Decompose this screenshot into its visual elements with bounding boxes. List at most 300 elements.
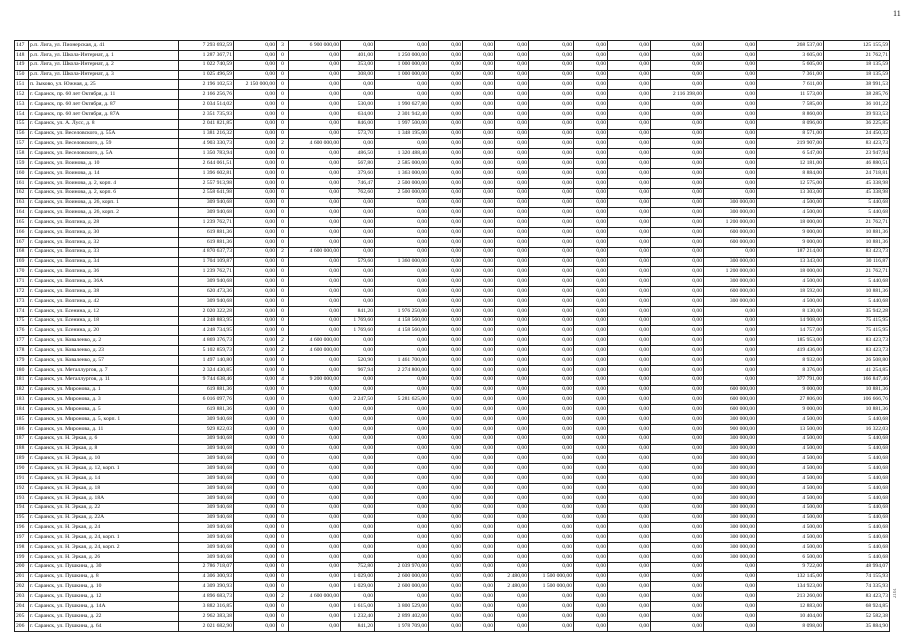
value-cell: 0,00	[234, 178, 277, 188]
value-cell: 0,00	[651, 415, 704, 425]
value-cell: 4 500,00	[757, 296, 824, 306]
value-cell: 0,00	[495, 159, 529, 169]
value-cell: 0,00	[574, 129, 608, 139]
value-cell: 0	[277, 483, 289, 493]
value-cell: 0,00	[704, 80, 757, 90]
value-cell: 0,00	[704, 306, 757, 316]
value-cell: 0,00	[495, 109, 529, 119]
value-cell: 0,00	[375, 523, 429, 533]
value-cell: 35 884,90	[824, 621, 890, 631]
value-cell: 0,00	[704, 70, 757, 80]
value-cell: 0,00	[463, 562, 495, 572]
value-cell: 0,00	[341, 385, 375, 395]
value-cell: 0	[277, 287, 289, 297]
address-cell: г. Саранск, ул. Веселовского, д. 59	[29, 139, 179, 149]
value-cell: 600 000,00	[704, 237, 757, 247]
value-cell: 0,00	[463, 41, 495, 51]
value-cell: 0,00	[529, 543, 574, 553]
value-cell: 0,00	[574, 572, 608, 582]
value-cell: 0,00	[608, 424, 651, 434]
value-cell: 0,00	[651, 375, 704, 385]
value-cell: 0,00	[608, 346, 651, 356]
value-cell: 0,00	[495, 474, 529, 484]
value-cell: 0,00	[608, 493, 651, 503]
value-cell: 1 029,00	[341, 582, 375, 592]
value-cell: 0,00	[651, 119, 704, 129]
value-cell: 0	[277, 454, 289, 464]
value-cell: 5 440,68	[824, 483, 890, 493]
value-cell: 39 933,53	[824, 109, 890, 119]
value-cell: 0,00	[234, 247, 277, 257]
value-cell: 0,00	[429, 454, 463, 464]
value-cell: 0,00	[651, 395, 704, 405]
value-cell: 0,00	[574, 503, 608, 513]
value-cell: 2 274 800,00	[375, 365, 429, 375]
value-cell: 0,00	[429, 572, 463, 582]
value-cell: 0,00	[529, 70, 574, 80]
value-cell: 0,00	[429, 375, 463, 385]
value-cell: 1 025 496,59	[179, 70, 234, 80]
value-cell: 1 615,00	[341, 602, 375, 612]
value-cell: 0,00	[375, 474, 429, 484]
table-row	[15, 267, 890, 277]
value-cell: 0,00	[704, 149, 757, 159]
row-number-cell: 188	[15, 444, 29, 454]
value-cell: 0,00	[529, 474, 574, 484]
value-cell: 0,00	[463, 178, 495, 188]
value-cell: 35 942,28	[824, 306, 890, 316]
value-cell: 1 200 000,00	[704, 267, 757, 277]
value-cell: 0,00	[289, 316, 341, 326]
value-cell: 0,00	[234, 602, 277, 612]
value-cell: 309 940,68	[179, 543, 234, 553]
value-cell: 0,00	[429, 119, 463, 129]
value-cell: 0,00	[234, 198, 277, 208]
table-row	[15, 198, 890, 208]
value-cell: 746,47	[341, 178, 375, 188]
value-cell: 0,00	[234, 572, 277, 582]
value-cell: 0,00	[234, 493, 277, 503]
value-cell: 0,00	[341, 237, 375, 247]
value-cell: 5 440,68	[824, 503, 890, 513]
value-cell: 4 600 000,00	[289, 346, 341, 356]
value-cell: 8 376,00	[757, 365, 824, 375]
table-row	[15, 444, 890, 454]
value-cell: 5 440,68	[824, 277, 890, 287]
row-number-cell: 199	[15, 552, 29, 562]
row-number-cell: 183	[15, 395, 29, 405]
row-number-cell: 184	[15, 405, 29, 415]
row-number-cell: 152	[15, 90, 29, 100]
value-cell: 18 135,59	[824, 70, 890, 80]
value-cell: 0,00	[375, 424, 429, 434]
value-cell: 0,00	[234, 434, 277, 444]
value-cell: 0,00	[429, 208, 463, 218]
value-cell: 13 343,00	[757, 257, 824, 267]
value-cell: 0,00	[463, 385, 495, 395]
value-cell: 36 225,85	[824, 119, 890, 129]
value-cell: 0,00	[574, 70, 608, 80]
value-cell: 0	[277, 493, 289, 503]
value-cell: 0,00	[463, 405, 495, 415]
value-cell: 0,00	[234, 365, 277, 375]
value-cell: 0,00	[341, 405, 375, 415]
value-cell: 0,00	[574, 405, 608, 415]
value-cell: 0,00	[429, 503, 463, 513]
value-cell: 166 847,46	[824, 375, 890, 385]
value-cell: 1 704 109,87	[179, 257, 234, 267]
value-cell: 0,00	[429, 385, 463, 395]
value-cell: 0,00	[529, 129, 574, 139]
table-row	[15, 80, 890, 90]
value-cell: 0	[277, 543, 289, 553]
value-cell: 2 021 682,90	[179, 621, 234, 631]
row-number-cell: 197	[15, 533, 29, 543]
value-cell: 2 500 000,00	[375, 188, 429, 198]
value-cell: 0,00	[651, 178, 704, 188]
value-cell: 0	[277, 50, 289, 60]
row-number-cell: 155	[15, 119, 29, 129]
value-cell: 0,00	[529, 464, 574, 474]
value-cell: 0,00	[463, 356, 495, 366]
value-cell: 300 000,00	[704, 464, 757, 474]
value-cell: 0,00	[529, 218, 574, 228]
table-row	[15, 100, 890, 110]
value-cell: 0,00	[341, 80, 375, 90]
value-cell: 0,00	[463, 582, 495, 592]
table-row	[15, 188, 890, 198]
value-cell: 0,00	[529, 139, 574, 149]
value-cell: 1 360 000,00	[375, 257, 429, 267]
value-cell: 0,00	[429, 444, 463, 454]
row-number-cell: 170	[15, 267, 29, 277]
value-cell: 0,00	[463, 503, 495, 513]
row-number-cell: 168	[15, 247, 29, 257]
value-cell: 0,00	[704, 139, 757, 149]
value-cell: 0,00	[651, 621, 704, 631]
value-cell: 46 880,51	[824, 159, 890, 169]
value-cell: 0,00	[651, 316, 704, 326]
row-number-cell: 161	[15, 178, 29, 188]
value-cell: 0,00	[704, 41, 757, 51]
value-cell: 1 250 000,00	[375, 50, 429, 60]
value-cell: 0,00	[234, 100, 277, 110]
value-cell: 0,00	[574, 326, 608, 336]
value-cell: 0,00	[574, 287, 608, 297]
value-cell: 0,00	[651, 188, 704, 198]
value-cell: 0,00	[608, 336, 651, 346]
value-cell: 0,00	[341, 90, 375, 100]
row-number-cell: 154	[15, 109, 29, 119]
value-cell: 0,00	[429, 109, 463, 119]
value-cell: 0,00	[289, 395, 341, 405]
value-cell: 3 800 529,00	[375, 602, 429, 612]
value-cell: 308,00	[341, 70, 375, 80]
value-cell: 0,00	[341, 523, 375, 533]
value-cell: 27 806,00	[757, 395, 824, 405]
value-cell: 10 404,00	[757, 611, 824, 621]
value-cell: 300 000,00	[704, 415, 757, 425]
table-row	[15, 454, 890, 464]
value-cell: 600 000,00	[704, 287, 757, 297]
value-cell: 0,00	[574, 464, 608, 474]
value-cell: 0,00	[341, 444, 375, 454]
value-cell: 4 500,00	[757, 434, 824, 444]
value-cell: 0,00	[289, 562, 341, 572]
value-cell: 13 303,00	[757, 188, 824, 198]
value-cell: 0,00	[704, 572, 757, 582]
value-cell: 0,00	[463, 621, 495, 631]
row-number-cell: 148	[15, 50, 29, 60]
value-cell: 0,00	[289, 129, 341, 139]
value-cell: 2 644 061,51	[179, 159, 234, 169]
address-cell: р.п. Лига, ул. Школа-Интернат, д. 3	[29, 70, 179, 80]
value-cell: 0,00	[429, 523, 463, 533]
value-cell: 309 940,68	[179, 533, 234, 543]
value-cell: 0,00	[529, 41, 574, 51]
value-cell: 185 953,00	[757, 336, 824, 346]
value-cell: 0,00	[574, 218, 608, 228]
value-cell: 0,00	[574, 247, 608, 257]
value-cell: 0	[277, 562, 289, 572]
value-cell: 0,00	[234, 582, 277, 592]
value-cell: 1 232,40	[341, 611, 375, 621]
table-row	[15, 464, 890, 474]
value-cell: 0,00	[429, 326, 463, 336]
value-cell: 0,00	[341, 267, 375, 277]
value-cell: 841,20	[341, 306, 375, 316]
value-cell: 0	[277, 552, 289, 562]
value-cell: 0,00	[495, 346, 529, 356]
value-cell: 7 293 692,59	[179, 41, 234, 51]
value-cell: 4 500,00	[757, 533, 824, 543]
value-cell: 2	[277, 592, 289, 602]
value-cell: 0,00	[651, 70, 704, 80]
value-cell: 0,00	[463, 139, 495, 149]
value-cell: 377 791,00	[757, 375, 824, 385]
value-cell: 0,00	[289, 178, 341, 188]
value-cell: 0,00	[429, 287, 463, 297]
value-cell: 0,00	[608, 168, 651, 178]
value-cell: 0,00	[608, 119, 651, 129]
value-cell: 0,00	[574, 208, 608, 218]
value-cell: 0,00	[289, 582, 341, 592]
value-cell: 309 940,68	[179, 474, 234, 484]
value-cell: 1 769,60	[341, 326, 375, 336]
value-cell: 8 884,00	[757, 168, 824, 178]
value-cell: 0,00	[529, 306, 574, 316]
row-number-cell: 164	[15, 208, 29, 218]
value-cell: 0,00	[529, 287, 574, 297]
value-cell: 0,00	[608, 208, 651, 218]
value-cell: 0,00	[341, 375, 375, 385]
value-cell: 0,00	[341, 424, 375, 434]
value-cell: 0,00	[608, 474, 651, 484]
table-row	[15, 60, 890, 70]
value-cell: 300 000,00	[704, 198, 757, 208]
value-cell: 4 600 000,00	[289, 139, 341, 149]
value-cell: 0,00	[234, 523, 277, 533]
value-cell: 5 440,68	[824, 415, 890, 425]
address-cell: г. Саранск, ул. Н. Эркая, д. 24, корп. 2	[29, 543, 179, 553]
value-cell: 1 287 367,71	[179, 50, 234, 60]
row-number-cell: 181	[15, 375, 29, 385]
value-cell: 0,00	[608, 316, 651, 326]
value-cell: 8 932,00	[757, 356, 824, 366]
value-cell: 0,00	[574, 395, 608, 405]
value-cell: 0,00	[651, 218, 704, 228]
table-row	[15, 90, 890, 100]
value-cell: 0,00	[651, 228, 704, 238]
value-cell: 0,00	[574, 621, 608, 631]
value-cell: 0,00	[529, 503, 574, 513]
value-cell: 0,00	[429, 582, 463, 592]
value-cell: 0,00	[608, 464, 651, 474]
value-cell: 0,00	[704, 582, 757, 592]
value-cell: 0,00	[463, 257, 495, 267]
value-cell: 8 571,00	[757, 129, 824, 139]
value-cell: 0,00	[429, 405, 463, 415]
value-cell: 0,00	[574, 424, 608, 434]
value-cell: 0,00	[463, 543, 495, 553]
row-number-cell: 180	[15, 365, 29, 375]
value-cell: 4 306 300,93	[179, 572, 234, 582]
table-row	[15, 277, 890, 287]
value-cell: 0,00	[608, 365, 651, 375]
table-row	[15, 552, 890, 562]
value-cell: 0,00	[463, 415, 495, 425]
value-cell: 0,00	[234, 513, 277, 523]
value-cell: 0,00	[341, 287, 375, 297]
value-cell: 0,00	[341, 434, 375, 444]
value-cell: 0,00	[529, 80, 574, 90]
value-cell: 5 440,68	[824, 434, 890, 444]
address-cell: г. Саранск, ул. Волгина, д. 36А	[29, 277, 179, 287]
value-cell: 0,00	[574, 483, 608, 493]
value-cell: 0,00	[375, 405, 429, 415]
table-row	[15, 592, 890, 602]
value-cell: 300 000,00	[704, 434, 757, 444]
address-cell: г. Саранск, ул. Волгина, д. 33	[29, 247, 179, 257]
value-cell: 0	[277, 100, 289, 110]
value-cell: 132 145,00	[757, 572, 824, 582]
value-cell: 967,94	[341, 365, 375, 375]
value-cell: 0,00	[704, 50, 757, 60]
value-cell: 0,00	[529, 277, 574, 287]
value-cell: 12 883,00	[757, 602, 824, 612]
value-cell: 0,00	[704, 375, 757, 385]
value-cell: 0,00	[651, 444, 704, 454]
row-number-cell: 147	[15, 41, 29, 51]
value-cell: 0,00	[463, 424, 495, 434]
value-cell: 0,00	[574, 257, 608, 267]
value-cell: 0,00	[429, 602, 463, 612]
value-cell: 0,00	[495, 395, 529, 405]
value-cell: 0,00	[234, 208, 277, 218]
value-cell: 0,00	[429, 90, 463, 100]
value-cell: 1 000 000,00	[375, 60, 429, 70]
value-cell: 0,00	[429, 474, 463, 484]
value-cell: 0,00	[608, 277, 651, 287]
value-cell: 75 415,95	[824, 316, 890, 326]
value-cell: 1 500 000,00	[529, 582, 574, 592]
value-cell: 0,00	[341, 592, 375, 602]
value-cell: 0,00	[574, 474, 608, 484]
value-cell: 4 870 637,73	[179, 247, 234, 257]
value-cell: 2 247,50	[341, 395, 375, 405]
value-cell: 0,00	[234, 395, 277, 405]
table-row	[15, 503, 890, 513]
address-cell: г. Саранск, ул. Волгина, д. 36	[29, 267, 179, 277]
value-cell: 0,00	[704, 621, 757, 631]
address-cell: г. Саранск, ул. Волгина, д. 30	[29, 228, 179, 238]
value-cell: 0,00	[608, 454, 651, 464]
value-cell: 0,00	[574, 592, 608, 602]
value-cell: 0,00	[341, 198, 375, 208]
value-cell: 4	[277, 375, 289, 385]
value-cell: 0,00	[495, 316, 529, 326]
value-cell: 0,00	[289, 287, 341, 297]
value-cell: 10 881,36	[824, 405, 890, 415]
table-row	[15, 129, 890, 139]
value-cell: 1 000 000,00	[375, 70, 429, 80]
value-cell: 300 000,00	[704, 444, 757, 454]
value-cell: 309 940,68	[179, 523, 234, 533]
value-cell: 0,00	[463, 50, 495, 60]
value-cell: 0,00	[704, 247, 757, 257]
value-cell: 0,00	[651, 237, 704, 247]
value-cell: 0,00	[704, 100, 757, 110]
value-cell: 0,00	[289, 474, 341, 484]
row-number-cell: 156	[15, 129, 29, 139]
value-cell: 0,00	[495, 247, 529, 257]
value-cell: 0,00	[463, 493, 495, 503]
value-cell: 0,00	[529, 188, 574, 198]
value-cell: 0,00	[574, 365, 608, 375]
value-cell: 309 940,68	[179, 208, 234, 218]
value-cell: 0	[277, 208, 289, 218]
value-cell: 0,00	[341, 454, 375, 464]
value-cell: 0,00	[574, 523, 608, 533]
value-cell: 0,00	[463, 129, 495, 139]
value-cell: 0,00	[289, 306, 341, 316]
value-cell: 300 000,00	[704, 474, 757, 484]
row-number-cell: 173	[15, 296, 29, 306]
row-number-cell: 159	[15, 159, 29, 169]
value-cell: 0,00	[608, 592, 651, 602]
address-cell: г. Саранск, ул. Волгина, д. 42	[29, 296, 179, 306]
table-row	[15, 228, 890, 238]
value-cell: 0,00	[289, 523, 341, 533]
value-cell: 0,00	[608, 198, 651, 208]
value-cell: 0,00	[608, 503, 651, 513]
value-cell: 0,00	[574, 533, 608, 543]
value-cell: 0,00	[289, 218, 341, 228]
value-cell: 0,00	[429, 139, 463, 149]
value-cell: 0,00	[704, 611, 757, 621]
value-cell: 0,00	[375, 198, 429, 208]
value-cell: 0,00	[341, 493, 375, 503]
value-cell: 0,00	[495, 464, 529, 474]
table-row	[15, 326, 890, 336]
address-cell: г. Саранск, ул. Воинова, д. 2, корп. 4	[29, 178, 179, 188]
value-cell: 0,00	[341, 336, 375, 346]
table-row	[15, 208, 890, 218]
value-cell: 0,00	[341, 543, 375, 553]
value-cell: 0,00	[651, 493, 704, 503]
address-cell: г. Саранск, ул. Пушкина, д. 12	[29, 592, 179, 602]
row-number-cell: 176	[15, 326, 29, 336]
